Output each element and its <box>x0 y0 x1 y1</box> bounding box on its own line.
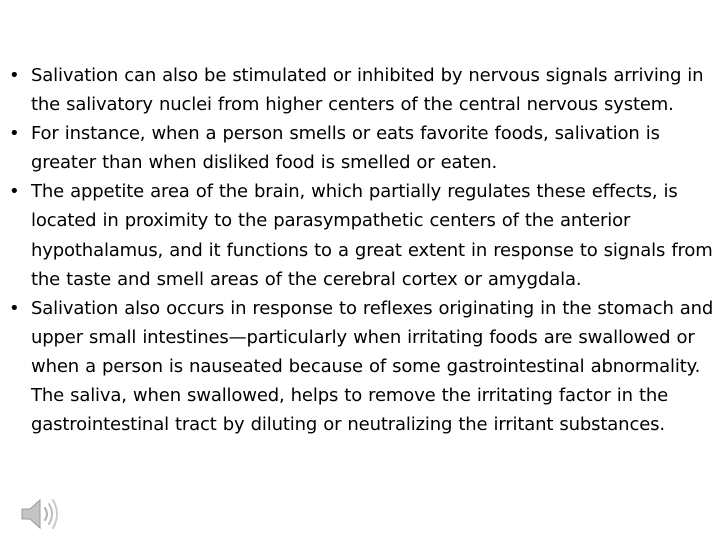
bullet-marker: • <box>9 123 20 145</box>
bullet-text: The appetite area of the brain, which partially regulates these effects, is located in proximity to the parasympathetic centers of the anterior hypothalamus, and it functions to a great extent in response to signals from the taste and smell areas of the cerebral cortex or amygdala. <box>31 181 713 290</box>
bullet-list <box>8 61 714 439</box>
bullet-item <box>8 177 714 293</box>
slide-body <box>8 61 714 439</box>
bullet-text: Salivation also occurs in response to reflexes originating in the stomach and upper small intestines—particularly when irritating foods are swallowed or when a person is nauseated because of some gastrointestinal abnormality. The saliva, when swallowed, helps to remove the irritating factor in the gastrointestinal tract by diluting or neutralizing the irritant substances. <box>31 297 714 436</box>
bullet-marker: • <box>9 181 20 203</box>
speaker-icon[interactable] <box>18 494 62 534</box>
bullet-item <box>8 294 714 439</box>
bullet-text: For instance, when a person smells or eats favorite foods, salivation is greater than when disliked food is smelled or eaten. <box>31 123 660 174</box>
bullet-item <box>8 61 714 119</box>
bullet-item <box>8 119 714 177</box>
bullet-marker: • <box>9 65 20 86</box>
bullet-text: Salivation can also be stimulated or inhibited by nervous signals arriving in the salivatory nuclei from higher centers of the central nervous system. <box>31 65 704 116</box>
bullet-marker: • <box>9 297 20 319</box>
